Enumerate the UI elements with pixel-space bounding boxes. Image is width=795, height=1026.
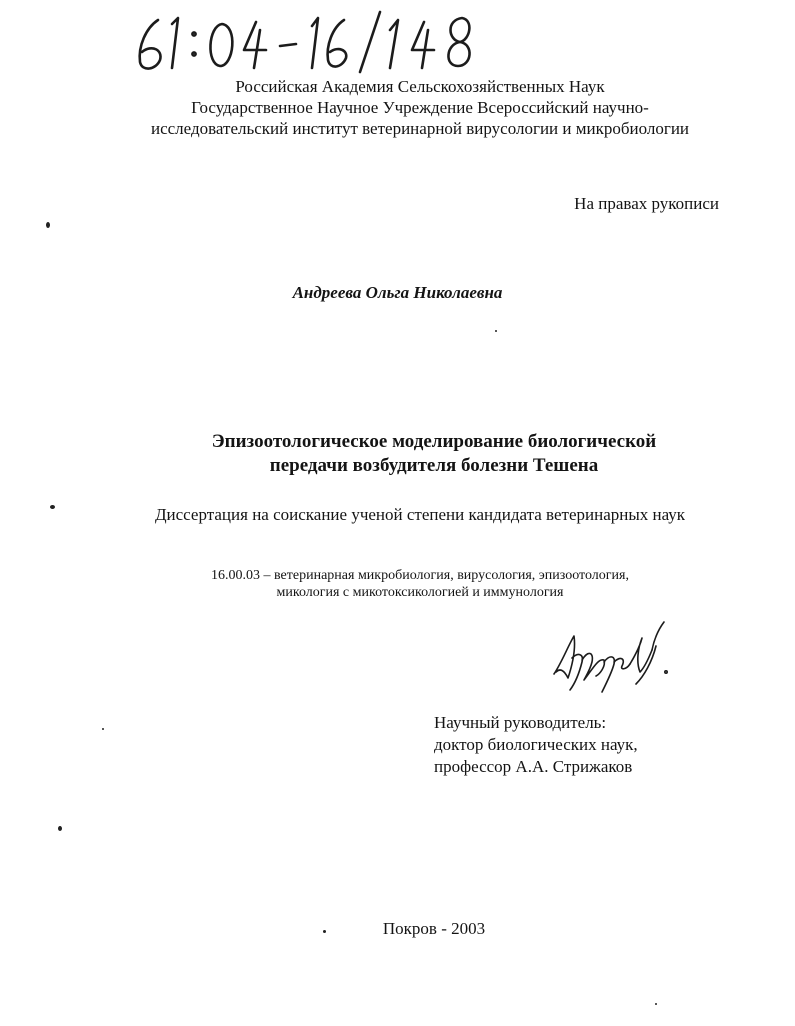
scan-speck [323,930,326,933]
handwritten-archive-code [128,6,528,76]
institution-line-3: исследовательский институт ветеринарной вирусологии и микробиологии [150,119,690,138]
scan-speck [102,728,104,730]
author-signature [548,616,673,696]
specialty-line-2: микология с микотоксикологией и иммунология [276,585,564,600]
institution-line-2: Государственное Научное Учреждение Всероссийский научно- [191,98,649,117]
dissertation-title-line-2: передачи возбудителя болезни Тешена [269,455,599,476]
author-name: Андреева Ольга Николаевна [292,283,503,302]
supervisor-block [434,712,638,778]
institution-line-1: Российская Академия Сельскохозяйственных Наук [235,77,605,96]
supervisor-label: Научный руководитель: [434,713,607,732]
supervisor-degree: доктор биологических наук, [434,735,638,754]
scan-speck [58,826,62,831]
scan-speck [495,330,497,332]
scan-speck [46,222,50,228]
dissertation-title-line-1: Эпизоотологическое моделирование биологической [211,431,657,452]
specialty-line-1: 16.00.03 – ветеринарная микробиология, вирусология, эпизоотология, [211,568,629,583]
scan-speck [50,505,55,509]
supervisor-name: профессор А.А. Стрижаков [434,757,633,776]
place-and-year: Покров - 2003 [382,919,486,938]
rights-note: На правах рукописи [574,194,719,213]
scan-speck [655,1003,657,1005]
degree-statement: Диссертация на соискание ученой степени кандидата ветеринарных наук [154,505,686,524]
